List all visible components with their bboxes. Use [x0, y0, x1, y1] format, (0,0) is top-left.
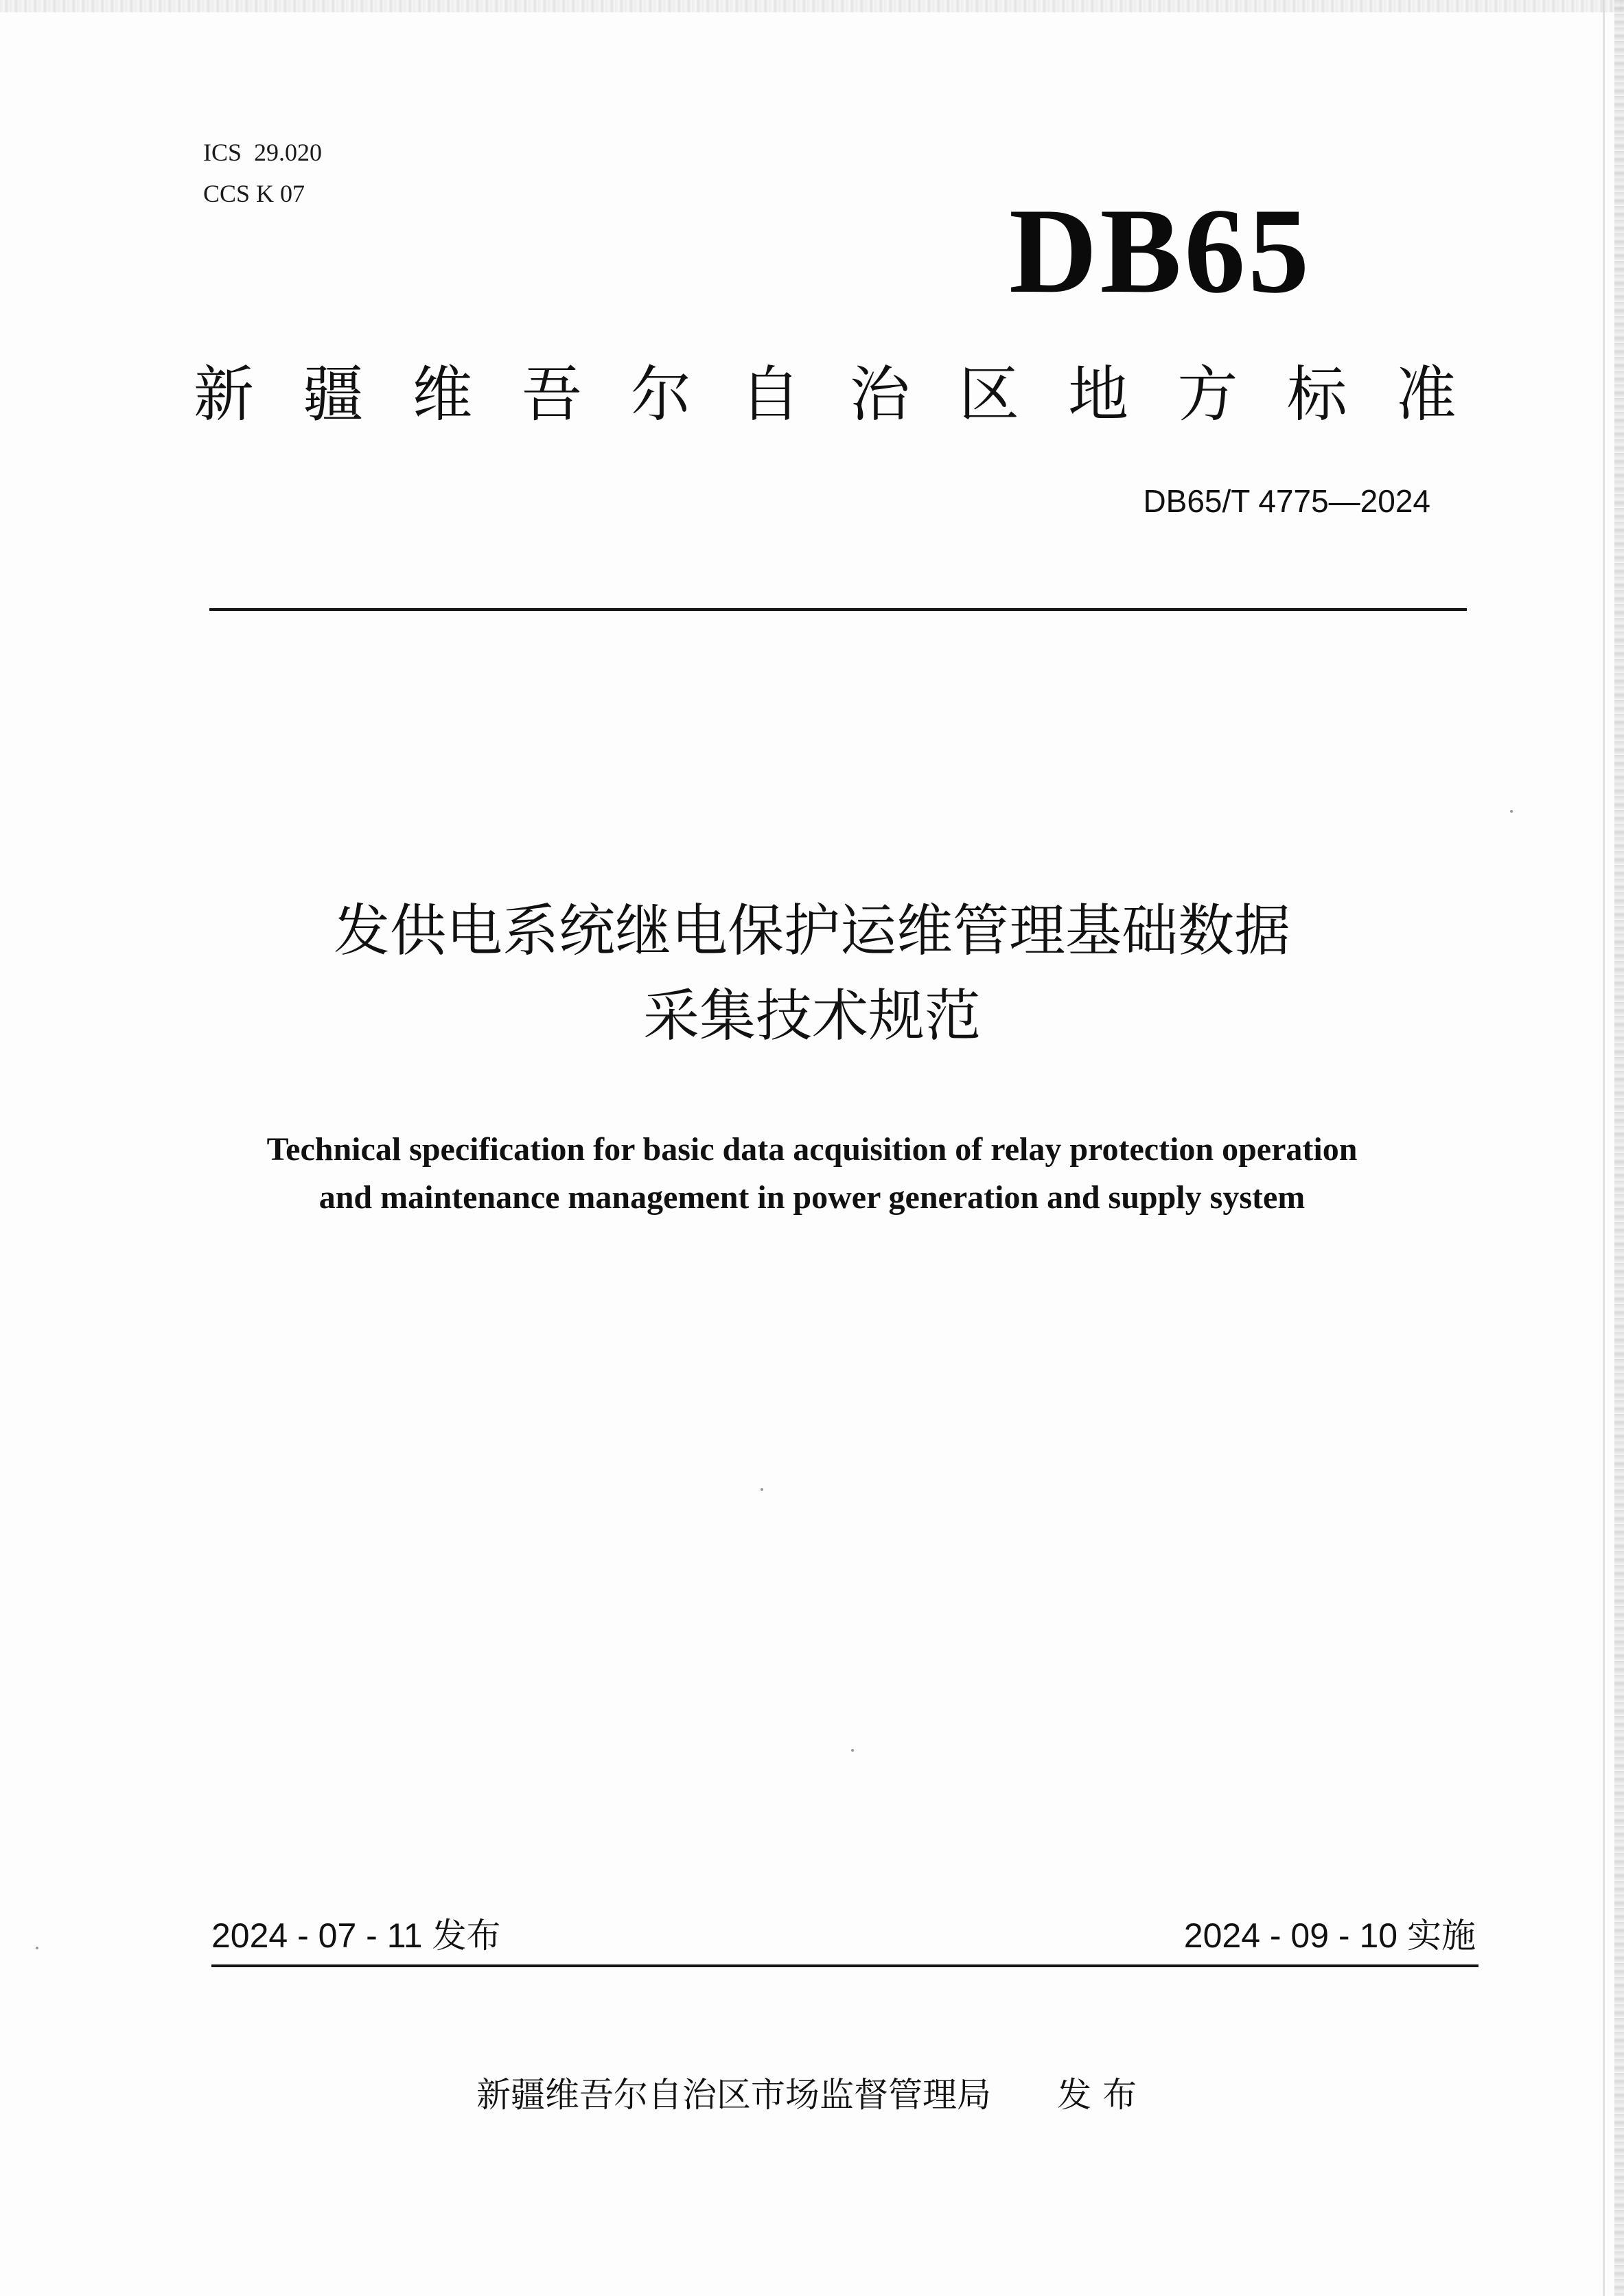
standard-name-char: 疆: [303, 359, 364, 430]
scan-speck: [1510, 810, 1513, 813]
standard-name-char: 治: [849, 359, 910, 430]
standard-name-char: 自: [740, 359, 801, 430]
title-english: [137, 1126, 1487, 1222]
issuer: [137, 2067, 1487, 2122]
standard-name-char: 方: [1177, 359, 1238, 430]
standard-name: [194, 353, 1457, 436]
scan-speck: [851, 1749, 854, 1752]
title-chinese-line-1: 发供电系统继电保护运维管理基础数据: [333, 898, 1290, 964]
standard-name-char: 吾: [521, 359, 582, 430]
ccs-label: CCS: [203, 180, 251, 207]
scan-speck: [761, 1488, 763, 1491]
issuer-action: 发布: [1057, 2075, 1148, 2115]
scan-edge-top: [0, 0, 1624, 12]
standard-code: DB65/T 4775—2024: [1143, 483, 1430, 519]
scan-speck: [36, 1947, 38, 1949]
scan-edge-line: [1603, 0, 1605, 2296]
ccs-code: K 07: [256, 180, 305, 207]
title-english-line-2: and maintenance management in power generation and supply system: [318, 1179, 1306, 1216]
ccs-row: [203, 173, 322, 214]
standard-name-char: 维: [412, 359, 473, 430]
standard-name-char: 准: [1395, 359, 1457, 430]
standard-name-char: 尔: [631, 359, 692, 430]
db65-logo: DB65: [1009, 183, 1312, 318]
ics-row: [203, 132, 322, 173]
ics-label: ICS: [203, 139, 242, 166]
standard-name-char: 地: [1068, 359, 1129, 430]
bottom-divider: [211, 1964, 1478, 1967]
top-divider: [209, 608, 1467, 611]
title-chinese-line-2: 采集技术规范: [642, 984, 981, 1049]
ics-code: 29.020: [254, 139, 323, 166]
title-chinese: [137, 889, 1487, 1059]
standard-name-char: 新: [194, 359, 255, 430]
effective-date: 2024 - 09 - 10 实施: [1183, 1916, 1476, 1955]
classification-codes: [203, 132, 322, 214]
standard-name-char: 区: [958, 359, 1019, 430]
title-english-line-1: Technical specification for basic data acquisition of relay protection operation: [266, 1131, 1358, 1168]
scan-edge-right: [1614, 0, 1624, 2296]
issue-date: 2024 - 07 - 11 发布: [211, 1916, 501, 1955]
issuer-organization: 新疆维吾尔自治区市场监督管理局: [476, 2075, 991, 2115]
standard-name-char: 标: [1286, 359, 1347, 430]
